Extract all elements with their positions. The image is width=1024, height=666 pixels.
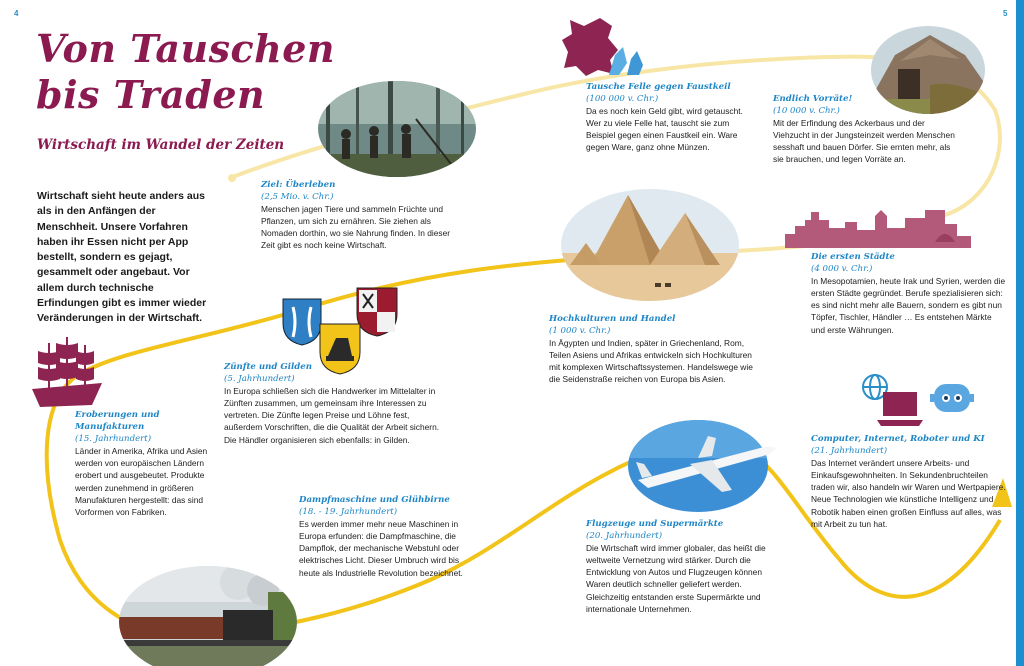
airplane-image xyxy=(628,418,778,514)
section-conquests xyxy=(75,409,215,518)
page-number-left: 4 xyxy=(14,9,19,18)
section-cities xyxy=(811,251,1006,336)
section-high-cultures-text: In Ägypten und Indien, später in Griechenland, Rom, Teilen Asiens und Afrikas entwickeln sich Hochkulturen mit komplexen Wirtschaftssystemen. Handelswege wie die Seidenstraße reichen von Europa bis Asien. xyxy=(549,338,753,385)
section-guilds-date: (5. Jahrhundert) xyxy=(224,374,295,385)
pyramids-image xyxy=(560,183,740,303)
section-computer xyxy=(811,433,1007,530)
section-cities-text: In Mesopotamien, heute Irak und Syrien, werden die ersten Städte gegründet. Berufe spezialisieren sich: es sind nicht mehr alle Bauern, sondern es gibt nun Töpfer, Tischler, Händler … Es entstehen Märkte und erste Währungen. xyxy=(811,276,1006,335)
section-high-cultures-heading: Hochkulturen und Handel xyxy=(549,314,676,324)
section-supplies-heading: Endlich Vorräte! xyxy=(773,94,853,104)
sailing-ship-icon xyxy=(26,333,108,415)
title-line-2: bis Traden xyxy=(36,72,266,117)
section-cities-date: (4 000 v. Chr.) xyxy=(811,264,873,275)
section-high-cultures xyxy=(549,313,761,386)
page-number-right: 5 xyxy=(1003,9,1008,18)
section-trade-furs-text: Da es noch kein Geld gibt, wird getauscht. Wer zu viele Felle hat, tauscht sie zum Beispiel gegen einen Faustkeil ein. Ware gegen Ware, ganz ohne Münzen. xyxy=(586,106,743,153)
section-planes-heading: Flugzeuge und Supermärkte xyxy=(586,519,724,529)
hunters-forest-image xyxy=(316,79,478,179)
section-computer-text: Das Internet verändert unsere Arbeits- und Einkaufsgewohnheiten. In Sekundenbruchteilen traden wir, also handeln wir Waren und Wertpapiere. Neue Technologien wie künstliche Intelligenz und Robotik haben einen großen Einfluss auf alles, was mit Arbeit zu tun hat. xyxy=(811,458,1006,529)
section-conquests-heading: Eroberungen und Manufakturen xyxy=(75,410,160,433)
section-guilds xyxy=(224,361,440,446)
section-survival xyxy=(261,179,461,252)
section-conquests-date: (15. Jahrhundert) xyxy=(75,434,152,445)
page-title xyxy=(36,26,335,118)
section-supplies-text: Mit der Erfindung des Ackerbaus und der Viehzucht in der Jungsteinzeit werden Menschen sesshaft und bauen Dörfer. Sie ernten mehr, als sie brauchen, und legen Vorräte an. xyxy=(773,118,955,165)
laptop-icon xyxy=(875,390,927,430)
section-survival-heading: Ziel: Überleben xyxy=(261,180,336,190)
intro-text: Wirtschaft sieht heute anders aus als in den Anfängen der Menschheit. Unsere Vorfahren haben ihr Essen nicht per App bestellt, sondern es gejagt, gesammelt oder angebaut. Vor allem durch technische Erfindungen gibt es immer wieder Veränderungen in der Wirtschaft. xyxy=(37,190,207,325)
title-line-1: Von Tauschen xyxy=(36,26,336,71)
section-planes-date: (20. Jahrhundert) xyxy=(586,531,663,542)
page-edge-bar xyxy=(1016,0,1024,666)
section-steam-date: (18. - 19. Jahrhundert) xyxy=(299,507,398,518)
section-survival-text: Menschen jagen Tiere und sammeln Früchte und Pflanzen, um sich zu ernähren. Sie ziehen als Nomaden dorthin, wo sie Nahrung finden. In dieser Zeit gibt es noch keine Wirtschaft. xyxy=(261,204,451,251)
section-cities-heading: Die ersten Städte xyxy=(811,252,895,262)
hand-axe-icon xyxy=(605,43,645,77)
page-subtitle: Wirtschaft im Wandel der Zeiten xyxy=(37,137,285,153)
section-conquests-text: Länder in Amerika, Afrika und Asien werden von europäischen Ländern erobert und ausgebeutet. Produkte werden zunehmend in größeren Manufakturen hergestellt: das sind Vorformen von Fabriken. xyxy=(75,446,208,517)
section-guilds-text: In Europa schließen sich die Handwerker im Mittelalter in Zünften zusammen, um gemeinsam ihre Interessen zu vertreten. Die Zünfte legen Preise und Löhne fest, außerdem Vorschriften, die die Qualität der Arbeit sichern. Die Händler organisieren sich ebenfalls: in Gilden. xyxy=(224,386,440,445)
section-trade-furs xyxy=(586,81,750,154)
section-guilds-heading: Zünfte und Gilden xyxy=(224,362,312,372)
steam-train-image xyxy=(118,562,298,666)
section-steam-heading: Dampfmaschine und Glühbirne xyxy=(299,495,450,505)
section-computer-heading: Computer, Internet, Roboter und KI xyxy=(811,434,985,444)
section-steam xyxy=(299,494,471,579)
section-survival-date: (2,5 Mio. v. Chr.) xyxy=(261,192,334,203)
section-high-cultures-date: (1 000 v. Chr.) xyxy=(549,326,611,337)
ancient-city-silhouette xyxy=(785,198,971,248)
section-supplies xyxy=(773,93,963,166)
section-supplies-date: (10 000 v. Chr.) xyxy=(773,106,840,117)
section-steam-text: Es werden immer mehr neue Maschinen in Europa erfunden: die Dampfmaschine, die Dampflok, der mechanische Webstuhl oder elektrisches Licht. Dieser Umbruch wird bis heute als Industrielle Revolution bezeichnet. xyxy=(299,519,463,578)
robot-icon xyxy=(930,380,974,416)
section-trade-furs-heading: Tausche Felle gegen Faustkeil xyxy=(586,82,731,92)
section-planes xyxy=(586,518,784,615)
section-trade-furs-date: (100 000 v. Chr.) xyxy=(586,94,659,105)
section-planes-text: Die Wirtschaft wird immer globaler, das heißt die weltweite Vernetzung wird stärker. Durch die Entwicklung von Autos und Flugzeugen können Waren deutlich schneller geliefert werden. Gleichzeitig entstanden erste Supermärkte und internationale Unternehmen. xyxy=(586,543,766,614)
section-computer-date: (21. Jahrhundert) xyxy=(811,446,888,457)
guild-shield-fish xyxy=(281,297,323,347)
